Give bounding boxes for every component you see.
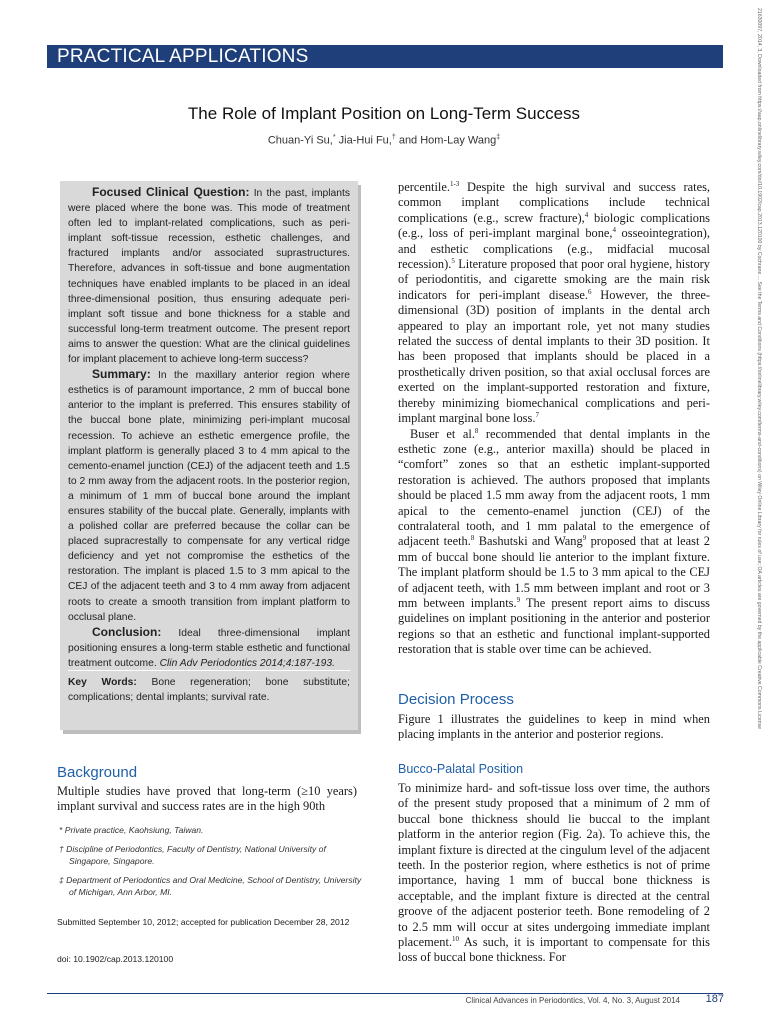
- focused-question: [68, 185, 350, 367]
- ref: 8: [474, 426, 479, 435]
- intro-paragraph-1: [398, 180, 710, 427]
- affiliation-1: * Private practice, Kaohsiung, Taiwan.: [59, 825, 204, 835]
- affiliations: [57, 824, 367, 905]
- background-text-wrap: [57, 784, 357, 815]
- author-2: Jia-Hui Fu,: [335, 134, 392, 147]
- page-number: 187: [705, 993, 724, 1005]
- p2a: Buser et al.: [410, 426, 475, 441]
- section-header-bar: [47, 45, 723, 68]
- author-1-mark: *: [332, 134, 336, 141]
- bucco-text: [398, 781, 710, 966]
- right-column-intro: [398, 180, 710, 658]
- keywords: [68, 675, 350, 705]
- side-note-text: 21630097, 2014, 3, Downloaded from https://aap.onlinelibrary.wiley.com/doi/10.1902/cap.2013.120100 by Cochrane ... See the Terms and Conditions (https://onlinelibrary.wiley.com/terms-and-conditions) on Wiley Online Library for rules of use; OA articles are governed by the applicable Creative Commons License: [756, 8, 762, 729]
- summary-label: Summary:: [92, 367, 151, 382]
- fcq-text: In the past, implants were placed where the bone was. This mode of treatment often led to implant-related complications, such as peri-implant soft-tissue recession, esthetic challenges, and fractured implants and/or associated suprastructures. Therefore, advances in soft-tissue and bone augmentation techniques have enabled implants to be placed in an ideal three-dimensional position, thus ensuring adequate peri-implant soft tissue and bone thickness for a stable and successful long-term treatment outcome. The present report aims to answer the question: What are the clinical guidelines for implant placement to achieve long-term success?: [68, 188, 350, 366]
- ref: 4: [584, 210, 589, 219]
- p2b: recommended that dental implants in the esthetic zone (e.g., anterior maxilla) should be placed in “comfort” zones so that an esthetic implant-supported restoration is achieved. The authors proposed that implants should be placed 1.5 mm away from the adjacent roots, 1 mm apical to the cemento-enamel junction (CEJ) of the contralateral tooth, and 1 mm palatal to the emergence of adjacent teeth.: [398, 426, 710, 549]
- ref: 4: [612, 226, 617, 235]
- ref: 9: [516, 595, 521, 604]
- p1a: percentile.: [398, 180, 450, 194]
- section-label: PRACTICAL APPLICATIONS: [57, 46, 309, 67]
- p2c: Bashutski and Wang: [474, 534, 583, 549]
- fcq-label: Focused Clinical Question:: [92, 185, 250, 199]
- footer-rule: [47, 993, 723, 994]
- ref: 5: [451, 256, 455, 265]
- ref: 6: [587, 287, 592, 296]
- p1b: Despite the high survival and success rates, common implant complications include technical complications (e.g., screw fracture),: [398, 180, 710, 225]
- keywords-text: Bone regeneration; bone substitute; complications; dental implants; survival rate.: [68, 677, 351, 704]
- ref: 10: [452, 934, 460, 943]
- download-side-note: [744, 0, 768, 1024]
- affiliation-3: ‡ Department of Periodontics and Oral Medicine, School of Dentistry, University of Michigan, Ann Arbor, MI.: [59, 875, 362, 897]
- p1c: biologic complications (e.g., loss of peri-implant marginal bone,: [398, 210, 710, 241]
- background-heading-wrap: [57, 764, 137, 781]
- decision-heading-wrap: [398, 691, 514, 708]
- p2e: The present report aims to discuss guidelines on implant positioning in the anterior and posterior regions so that an esthetic and functional implant-supported restoration that is stable over time can be achieved.: [398, 595, 710, 657]
- author-1: Chuan-Yi Su,: [267, 134, 333, 147]
- abstract-box: [60, 181, 358, 730]
- keywords-block: [68, 670, 350, 705]
- bucco-t1: To minimize hard- and soft-tissue loss over time, the authors of the present study proposed that a minimum of 2 mm of buccal bone thickness should lie buccal to the implant platform in the anterior region (Fig. 2a). To achieve this, the implant fixture is directed at the cingulum level of the adjacent teeth. In the posterior region, where esthetics is not of prime importance, having 1 mm of buccal bone thickness is acceptable, and the implant fixture is directed at the central groove of the adjacent posterior teeth. Bone remodeling of 2 to 2.5 mm will occur at sites undergoing immediate implant placement.: [398, 781, 710, 950]
- p1d: osseointegration), and esthetic complications (e.g., midfacial mucosal recession).: [398, 226, 710, 272]
- conclusion-label: Conclusion:: [92, 624, 162, 639]
- citation: Clin Adv Periodontics 2014;4:187-193.: [159, 657, 335, 669]
- ref: 7: [535, 410, 539, 419]
- journal-info: Clinical Advances in Periodontics, Vol. 4, No. 3, August 2014: [465, 996, 680, 1005]
- doi-link[interactable]: doi: 10.1902/cap.2013.120100: [57, 954, 174, 964]
- ref: 1-3: [449, 179, 460, 188]
- keywords-label: Key Words:: [68, 677, 137, 688]
- article-title: The Role of Implant Position on Long-Term Success: [187, 104, 581, 123]
- author-3-mark: ‡: [496, 134, 501, 141]
- ref: 8: [470, 534, 475, 543]
- affiliation-2: † Discipline of Periodontics, Faculty of Dentistry, National University of Singapore, Singapore.: [59, 844, 326, 866]
- decision-heading: Decision Process: [398, 691, 514, 708]
- p1f: However, the three-dimensional (3D) position of implants in the dental arch appeared to play an important role, yet not many studies related the success of dental implants to their 3D position. It has been proposed that implants should be placed in a prosthetically driven position, so that axial occlusal forces are exerted on the implant-supported restoration and fixture, thereby minimizing biomechanical complications and peri-implant marginal bone loss.: [398, 287, 710, 426]
- summary: [68, 367, 350, 625]
- background-text: Multiple studies have proved that long-term (≥10 years) implant survival and success rates are in the high 90th: [57, 784, 357, 814]
- decision-text-wrap: [398, 712, 710, 743]
- author-list: [0, 134, 768, 147]
- bucco-heading-wrap: [398, 762, 523, 776]
- bucco-text-wrap: [398, 781, 710, 966]
- submission-dates: Submitted September 10, 2012; accepted for publication December 28, 2012: [57, 917, 350, 927]
- background-heading: Background: [57, 764, 138, 781]
- intro-paragraph-2: [398, 427, 710, 658]
- decision-text: Figure 1 illustrates the guidelines to keep in mind when placing implants in the anterior and posterior regions.: [398, 712, 710, 742]
- bucco-heading: Bucco-Palatal Position: [398, 762, 524, 776]
- author-2-mark: †: [391, 134, 396, 141]
- p2d: proposed that at least 2 mm of buccal bone should lie anterior to the implant fixture. The implant platform should be 1.5 to 3 mm apical to the CEJ of adjacent teeth, with 1.5 mm between implant and root or 3 mm between implants.: [398, 534, 710, 610]
- conclusion: [68, 625, 350, 671]
- ref: 9: [582, 534, 587, 543]
- bucco-t2: As such, it is important to compensate for this loss of buccal bone thickness. For: [398, 935, 710, 965]
- summary-text: In the maxillary anterior region where esthetics is of paramount importance, 2 mm of buccal bone anterior to the implant is preferred. This ensures stability of the buccal bone plate, minimizing peri-implant mucosal recession. To achieve an esthetic emergence profile, the implant platform is generally placed 3 to 4 mm apical to the cemento-enamel junction (CEJ) of the adjacent teeth and 1.5 to 2 mm away from the adjacent roots. In the posterior region, a minimum of 1 mm of buccal bone around the implant ensures stability of the buccal plate. Generally, implants with a polished collar are preferred because the collar can be placed supracrestally to compensate for any vertical ridge deficiency and yet not compromise the esthetics of the restoration. The implant is placed 1.5 to 3 mm apical to the CEJ of the adjacent teeth and 3 to 4 mm away from adjacent roots to create a smooth transition from implant platform to occlusal plane.: [68, 370, 350, 623]
- author-3: and Hom-Lay Wang: [395, 134, 497, 147]
- p1e: Literature proposed that poor oral hygiene, history of periodontitis, and cigarette smoking are the main risk indicators for peri-implant disease.: [398, 257, 710, 302]
- conclusion-text: Ideal three-dimensional implant positioning ensures a long-term stable esthetic and functional treatment outcome.: [68, 627, 350, 669]
